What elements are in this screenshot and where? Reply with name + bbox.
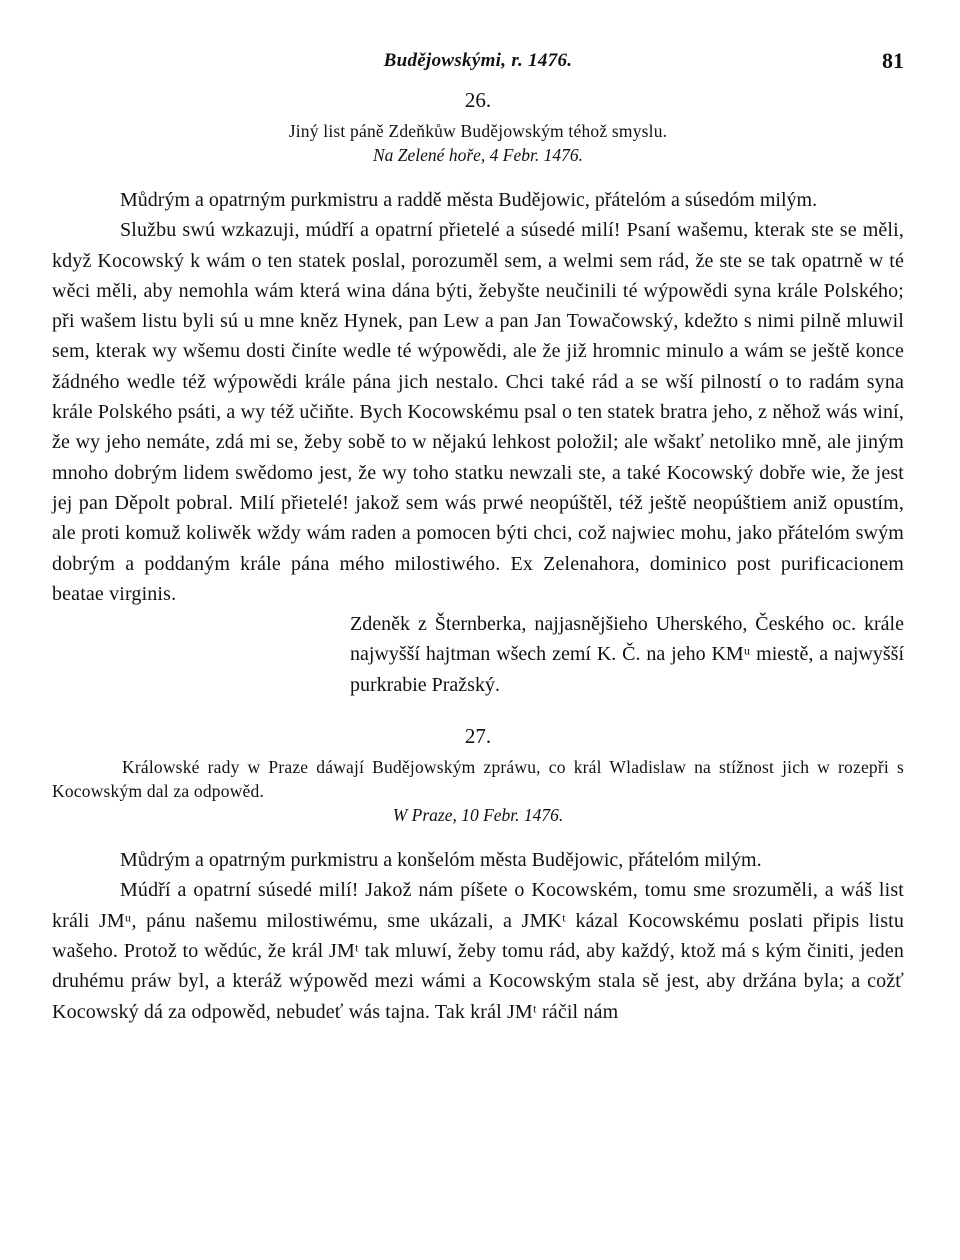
document-dateline: W Praze, 10 Febr. 1476. bbox=[392, 805, 564, 826]
book-page bbox=[52, 50, 904, 1027]
address-text: Můdrým a opatrným purkmistru a raddě města Budějowic, přátelóm a súsedóm milým. bbox=[120, 189, 818, 211]
document-summary: Jiný list páně Zdeňkůw Budějowským téhož smyslu. bbox=[288, 121, 668, 141]
running-head-title: Budějowskými, r. 1476. bbox=[383, 50, 573, 71]
document-26 bbox=[52, 88, 904, 700]
document-number: 27. bbox=[464, 724, 492, 749]
document-number: 26. bbox=[464, 88, 492, 112]
document-address bbox=[52, 845, 904, 875]
document-body: Službu swú wzkazuji, múdří a opatrní přietelé a súsedé milí! Psaní wašemu, kterak ste se měli, když Kocowský k wám o ten statek poslal, porozuměl sem, a welmi sem rád, že ste se tak opatrně w té wěci měli, aby nemohla wám která wina dána býti, žebyšte neučinili té wýpowědi syna krále Polského; při wašem listu byli sú u mne kněz Hynek, pan Lew a pan Jan Towačowský, kdežto s nimi pilně mluwil sem, kterak wy wšemu dosti činíte wedle té wýpowědi, ale že již hromnic minulo a wám se ještě konce žádného wedle též wýpowědi krále pána jich nestalo. Chci také rád a se wší pilností o to radám syna krále Polského psáti, a wy též učiňte. Bych Kocowskému psal o ten statek bratra jeho, z něhož wás winí, že wy jeho nemáte, zdá mi se, žeby sobě to w nějakú lehkost položil; ale wšakť netoliko mně, ale jiným mnoho dobrým lidem swědomo jest, že wy toho statku newzali ste, a také Kocowský dobře wie, že jest jej pan Děpolt pobral. Milí přietelé! jakož sem wás prwé neopúštěl, též ještě neopúštiem aniž opustím, ale proti komuž koliwěk wždy wám raden a pomocen býti chci, což najwiec mohu, jako přátelóm swým dobrým a poddaným krále pána mého milostiwého. Ex Zelenahora, dominico post purificacionem beatae virginis. bbox=[52, 219, 904, 605]
document-address bbox=[52, 185, 904, 215]
document-dateline: Na Zelené hoře, 4 Febr. 1476. bbox=[373, 145, 583, 165]
document-body: Múdří a opatrní súsedé milí! Jakož nám píšete o Kocowském, tomu sme srozuměli, a wáš list králi JMᵘ, pánu našemu milostiwému, sme ukázali, a JMKᵗ kázal Kocowskému poslati připis listu wašeho. Protož to wědúc, že král JMᵗ tak mluwí, žeby tomu rád, aby každý, ktož má s kým činiti, jeden druhému práw byl, a kteráž wýpowěd mezi wámi a Kocowským stala sě jest, aby držána byla; a cožť Kocowský dá za odpowěd, nebudeť wás tajna. Tak král JMᵗ ráčil nám bbox=[52, 879, 904, 1023]
running-head bbox=[52, 50, 904, 84]
document-27 bbox=[52, 724, 904, 1027]
document-summary: Králowské rady w Praze dáwají Budějowským zpráwu, co král Wladislaw na stížnost jich w rozepři s Kocowským dal za odpowěd. bbox=[52, 757, 904, 802]
address-text: Můdrým a opatrným purkmistru a konšelóm města Budějowic, přátelóm milým. bbox=[120, 849, 762, 872]
document-signature: Zdeněk z Šternberka, najjasnějšieho Uherského, Českého oc. krále najwyšší hajtman wšech zemí K. Č. na jeho KMᵘ miestě, a najwyšší purkrabie Pražský. bbox=[350, 613, 904, 696]
page-number: 81 bbox=[882, 48, 904, 73]
